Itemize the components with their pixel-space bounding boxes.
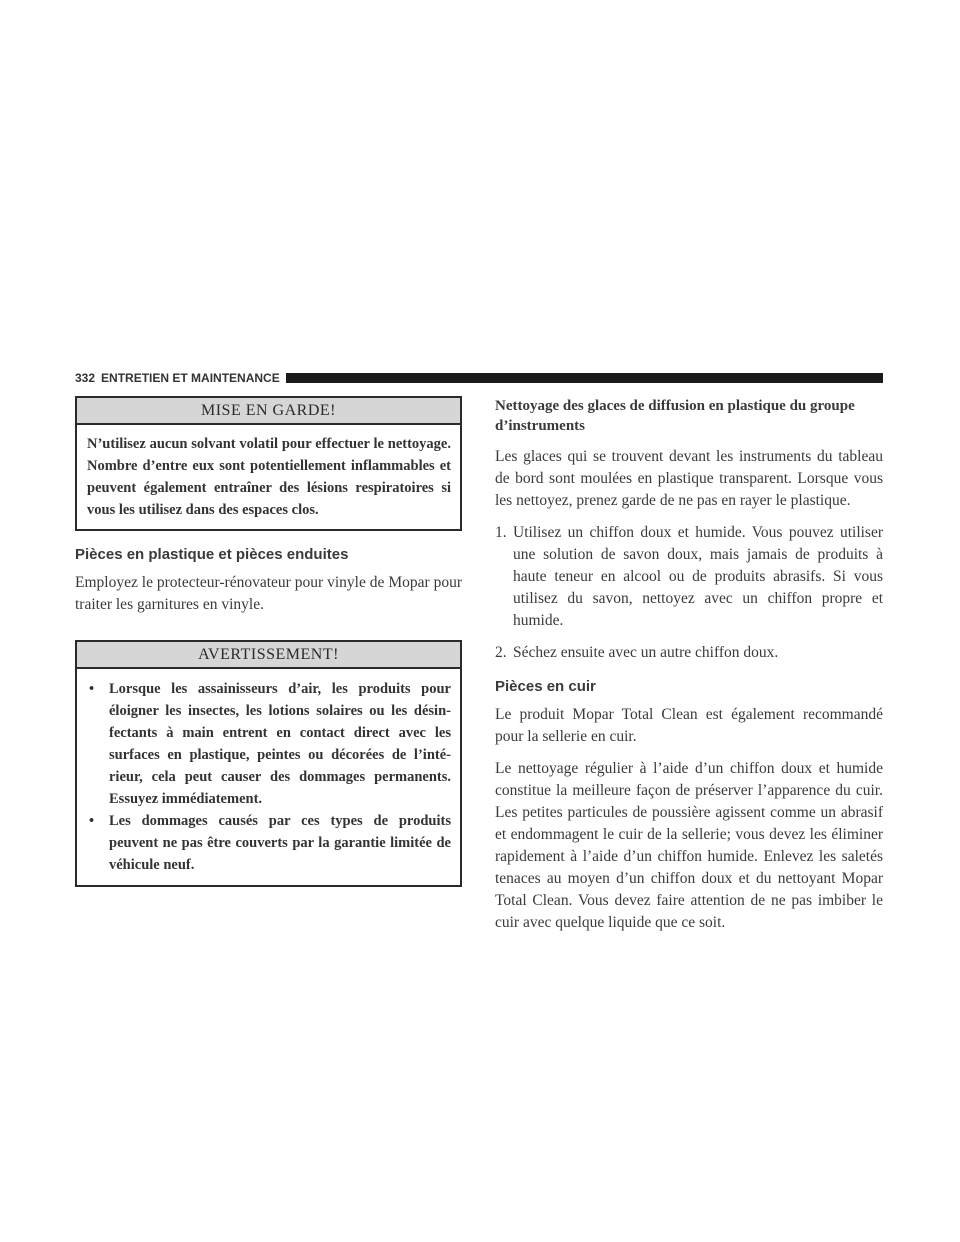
bullet-icon: • bbox=[89, 813, 95, 829]
warning-body bbox=[77, 669, 460, 885]
plastic-parts-text: Employez le protecteur-rénovateur pour vinyle de Mopar pour traiter les garnitures en vinyle. bbox=[75, 574, 462, 613]
leather-parts-heading: Pièces en cuir bbox=[495, 678, 596, 695]
warning-title: AVERTISSEMENT! bbox=[77, 642, 460, 669]
left-column bbox=[75, 396, 462, 887]
caution-text: N’utilisez aucun solvant volatil pour effectuer le nettoyage. Nombre d’entre eux sont potentiellement inflammables et peuvent également entraîner des lésions respiratoires si vous les utilisez dans des espaces clos. bbox=[87, 436, 451, 518]
plastic-parts-heading: Pièces en plastique et pièces enduites bbox=[75, 546, 349, 563]
warning-bullet-2 bbox=[87, 810, 451, 876]
step-text: Séchez ensuite avec un autre chiffon doux. bbox=[513, 644, 779, 661]
step-number: 2. bbox=[495, 644, 507, 661]
leather-text-1: Le produit Mopar Total Clean est également recommandé pour la sellerie en cuir. bbox=[495, 706, 883, 745]
warning-bullet-text: Lorsque les assainisseurs d’air, les produits pour éloigner les insectes, les lotions solaires ou les désinfectants à main entrent en contact direct avec les surfaces en plastique, peintes ou décorées de l’intérieur, cela peut causer des dommages permanents. Essuyez immédiatement. bbox=[109, 681, 451, 807]
caution-title: MISE EN GARDE! bbox=[77, 398, 460, 425]
bullet-icon: • bbox=[89, 681, 95, 697]
step-text: Utilisez un chiffon doux et humide. Vous pouvez utiliser une solution de savon doux, mais jamais de produits à haute teneur en alcool ou de produits abrasifs. Si vous utilisez du savon, nettoyez avec un chiffon propre et humide. bbox=[513, 524, 883, 629]
leather-text-2: Le nettoyage régulier à l’aide d’un chiffon doux et humide constitue la meilleure façon de préserver l’apparence du cuir. Les petites particules de poussière agissent comme un abrasif et endommagent le cuir de la sellerie; vous devez les éliminer rapidement à l’aide d’un chiffon humide. Enlevez les saletés tenaces au moyen d’un chiffon doux et du nettoyant Mopar Total Clean. Vous devez faire attention de ne pas imbiber le cuir avec quelque liquide que ce soit. bbox=[495, 760, 883, 931]
step-1 bbox=[495, 522, 883, 632]
lens-cleaning-heading: Nettoyage des glaces de diffusion en plastique du groupe d’instruments bbox=[495, 398, 855, 434]
page-header bbox=[75, 370, 883, 386]
warning-list bbox=[87, 678, 451, 876]
header-rule bbox=[286, 373, 883, 383]
step-2 bbox=[495, 642, 883, 664]
cleaning-steps bbox=[495, 522, 883, 664]
step-number: 1. bbox=[495, 524, 507, 541]
warning-bullet-1 bbox=[87, 678, 451, 810]
caution-box bbox=[75, 396, 462, 531]
warning-box bbox=[75, 640, 462, 887]
section-title: ENTRETIEN ET MAINTENANCE bbox=[101, 371, 280, 385]
warning-bullet-text: Les dommages causés par ces types de produits peuvent ne pas être couverts par la garantie limitée de véhicule neuf. bbox=[109, 813, 451, 873]
page-number: 332 bbox=[75, 371, 96, 385]
lens-cleaning-text: Les glaces qui se trouvent devant les instruments du tableau de bord sont moulées en plastique transparent. Lorsque vous les nettoyez, prenez garde de ne pas en rayer le plastique. bbox=[495, 448, 883, 509]
right-column bbox=[495, 396, 883, 934]
